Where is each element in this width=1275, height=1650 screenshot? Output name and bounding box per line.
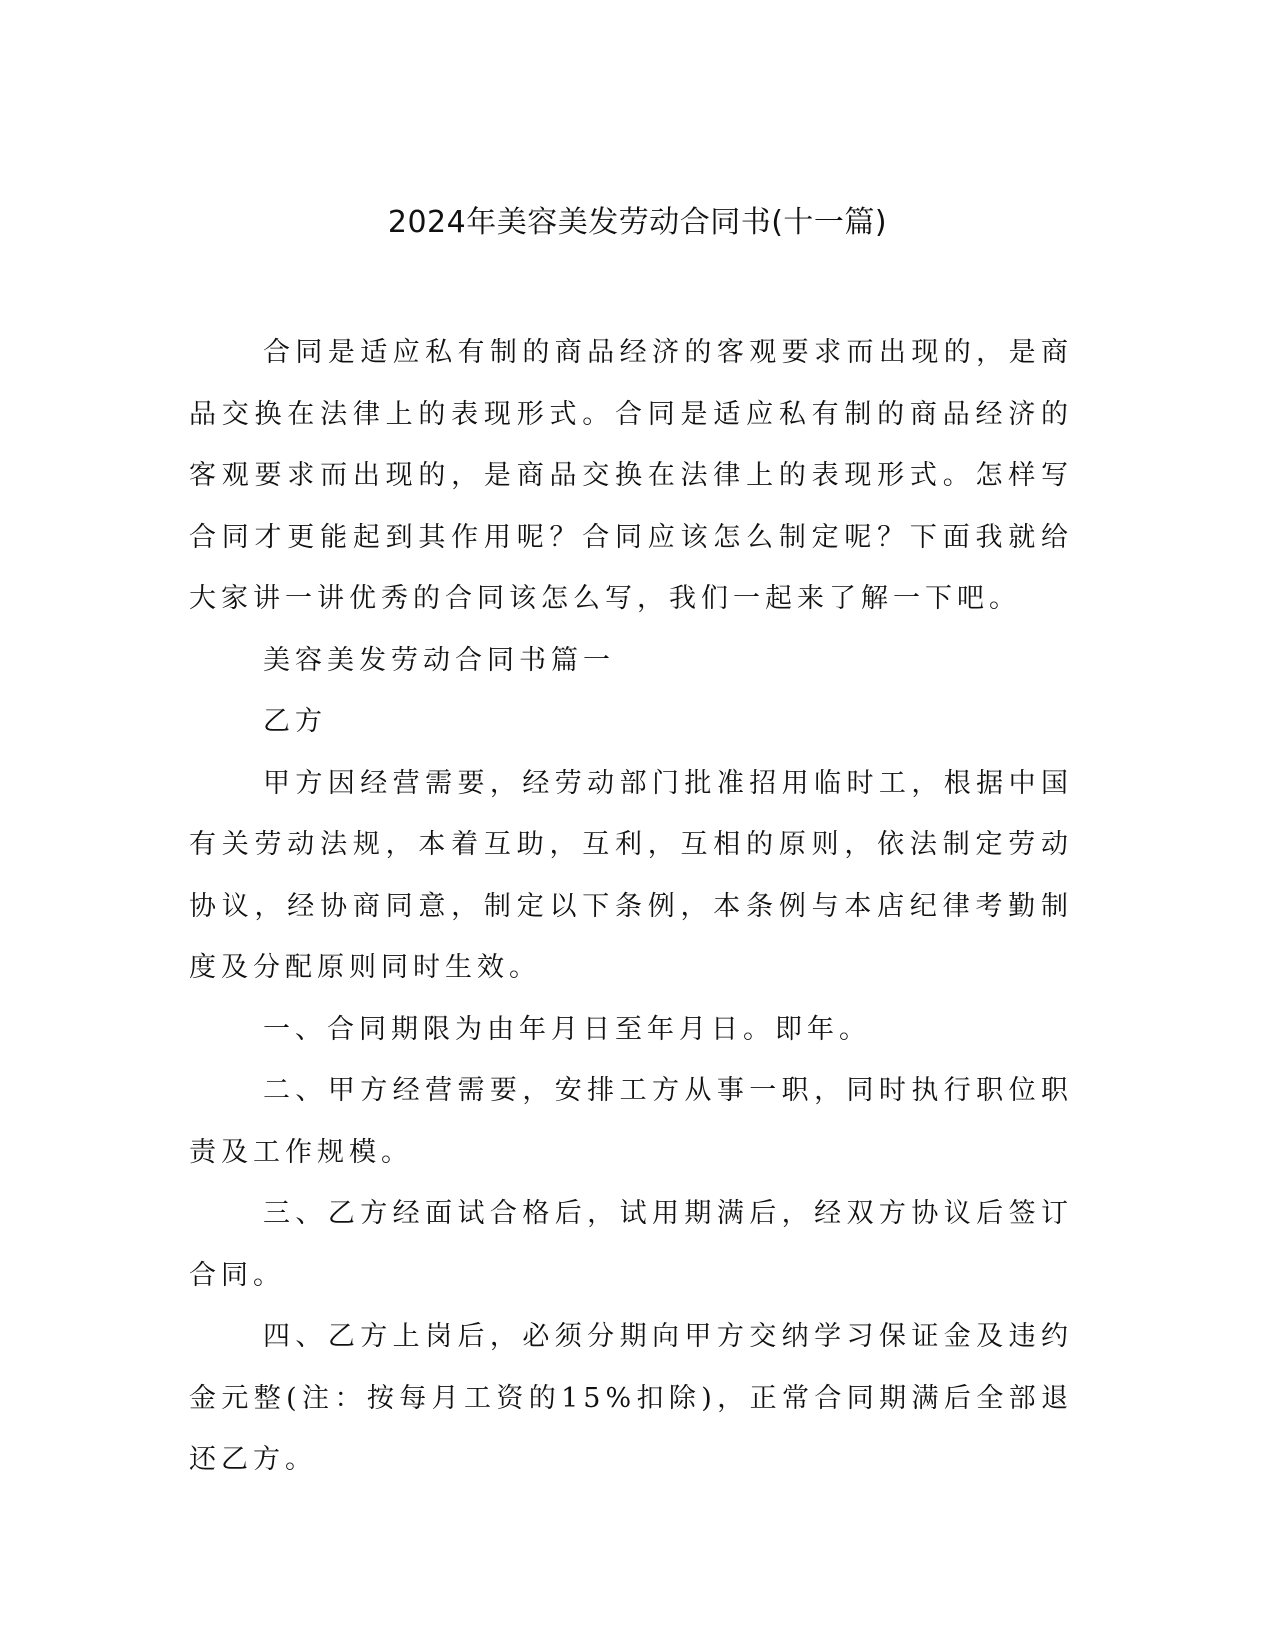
clause-1: 一、合同期限为由年月日至年月日。即年。	[263, 1013, 871, 1045]
intro-paragraph: 合同是适应私有制的商品经济的客观要求而出现的，是商品交换在法律上的表现形式。合同是适应私有制的商品经济的客观要求而出现的，是商品交换在法律上的表现形式。怎样写合同才更能起到其作用呢？合同应该怎么制定呢？下面我就给大家讲一讲优秀的合同该怎么写，我们一起来了解一下吧。	[189, 337, 1073, 614]
document-title: 2024年美容美发劳动合同书(十一篇)	[387, 205, 888, 240]
clause-3: 三、乙方经面试合格后，试用期满后，经双方协议后签订合同。	[189, 1198, 1073, 1291]
section-heading: 美容美发劳动合同书篇一	[263, 644, 615, 676]
clause-2: 二、甲方经营需要，安排工方从事一职，同时执行职位职责及工作规模。	[189, 1075, 1073, 1168]
clause-4: 四、乙方上岗后，必须分期向甲方交纳学习保证金及违约金元整(注：按每月工资的15%扣除)，正常合同期满后全部退还乙方。	[189, 1321, 1073, 1475]
preamble-paragraph: 甲方因经营需要，经劳动部门批准招用临时工，根据中国有关劳动法规，本着互助，互利，互相的原则，依法制定劳动协议，经协商同意，制定以下条例，本条例与本店纪律考勤制度及分配原则同时生效。	[189, 767, 1073, 983]
party-b-label: 乙方	[263, 706, 327, 737]
document-body	[189, 322, 1073, 1491]
